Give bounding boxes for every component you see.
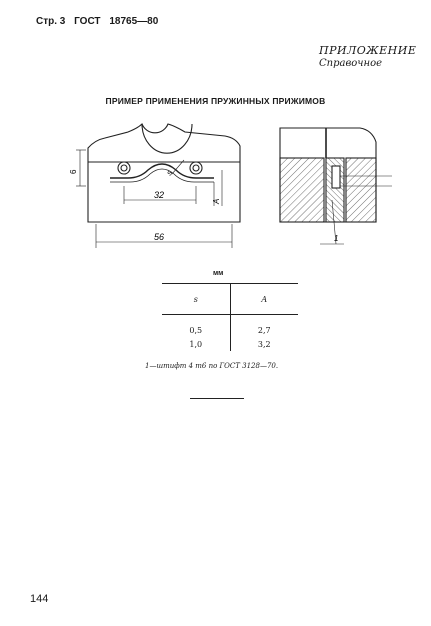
semicircle-cutout — [142, 124, 192, 153]
technical-drawing — [0, 0, 431, 270]
cell-A: 3,2 — [257, 339, 271, 349]
dim-56: 56 — [154, 232, 165, 242]
cell-s: 1,0 — [162, 337, 230, 351]
pin-left — [118, 162, 130, 174]
dimension-table — [162, 283, 298, 351]
cell-s: 0,5 — [162, 315, 230, 338]
standard-label: ГОСТ — [74, 16, 101, 27]
appendix-subtitle: Справочное — [319, 58, 383, 69]
standard-number: 18765—80 — [109, 16, 159, 27]
pin-right — [190, 162, 202, 174]
leader-1: 1 — [334, 234, 339, 243]
front-view — [76, 124, 240, 248]
dim-A: A — [212, 198, 221, 204]
plate-outline — [88, 124, 240, 222]
header-s: s — [162, 284, 230, 315]
page-label: Стр. 3 — [36, 16, 66, 27]
page-number: 144 — [30, 593, 49, 605]
appendix-title: ПРИЛОЖЕНИЕ — [319, 44, 417, 57]
cell-A: 2,7 — [257, 325, 271, 335]
dim-32: 32 — [154, 190, 165, 200]
table-row — [162, 337, 298, 351]
table-row — [162, 315, 298, 338]
footnote: 1—штифт 4 m6 по ГОСТ 3128—70. — [145, 362, 279, 370]
document-title: ПРИМЕР ПРИМЕНЕНИЯ ПРУЖИННЫХ ПРИЖИМОВ — [105, 96, 326, 106]
section-view — [280, 128, 392, 244]
dim-b: 6 — [69, 169, 78, 174]
closing-rule — [190, 398, 244, 399]
dim-s: s — [164, 168, 175, 178]
header-A: A — [230, 284, 298, 315]
table-unit: мм — [213, 270, 224, 277]
